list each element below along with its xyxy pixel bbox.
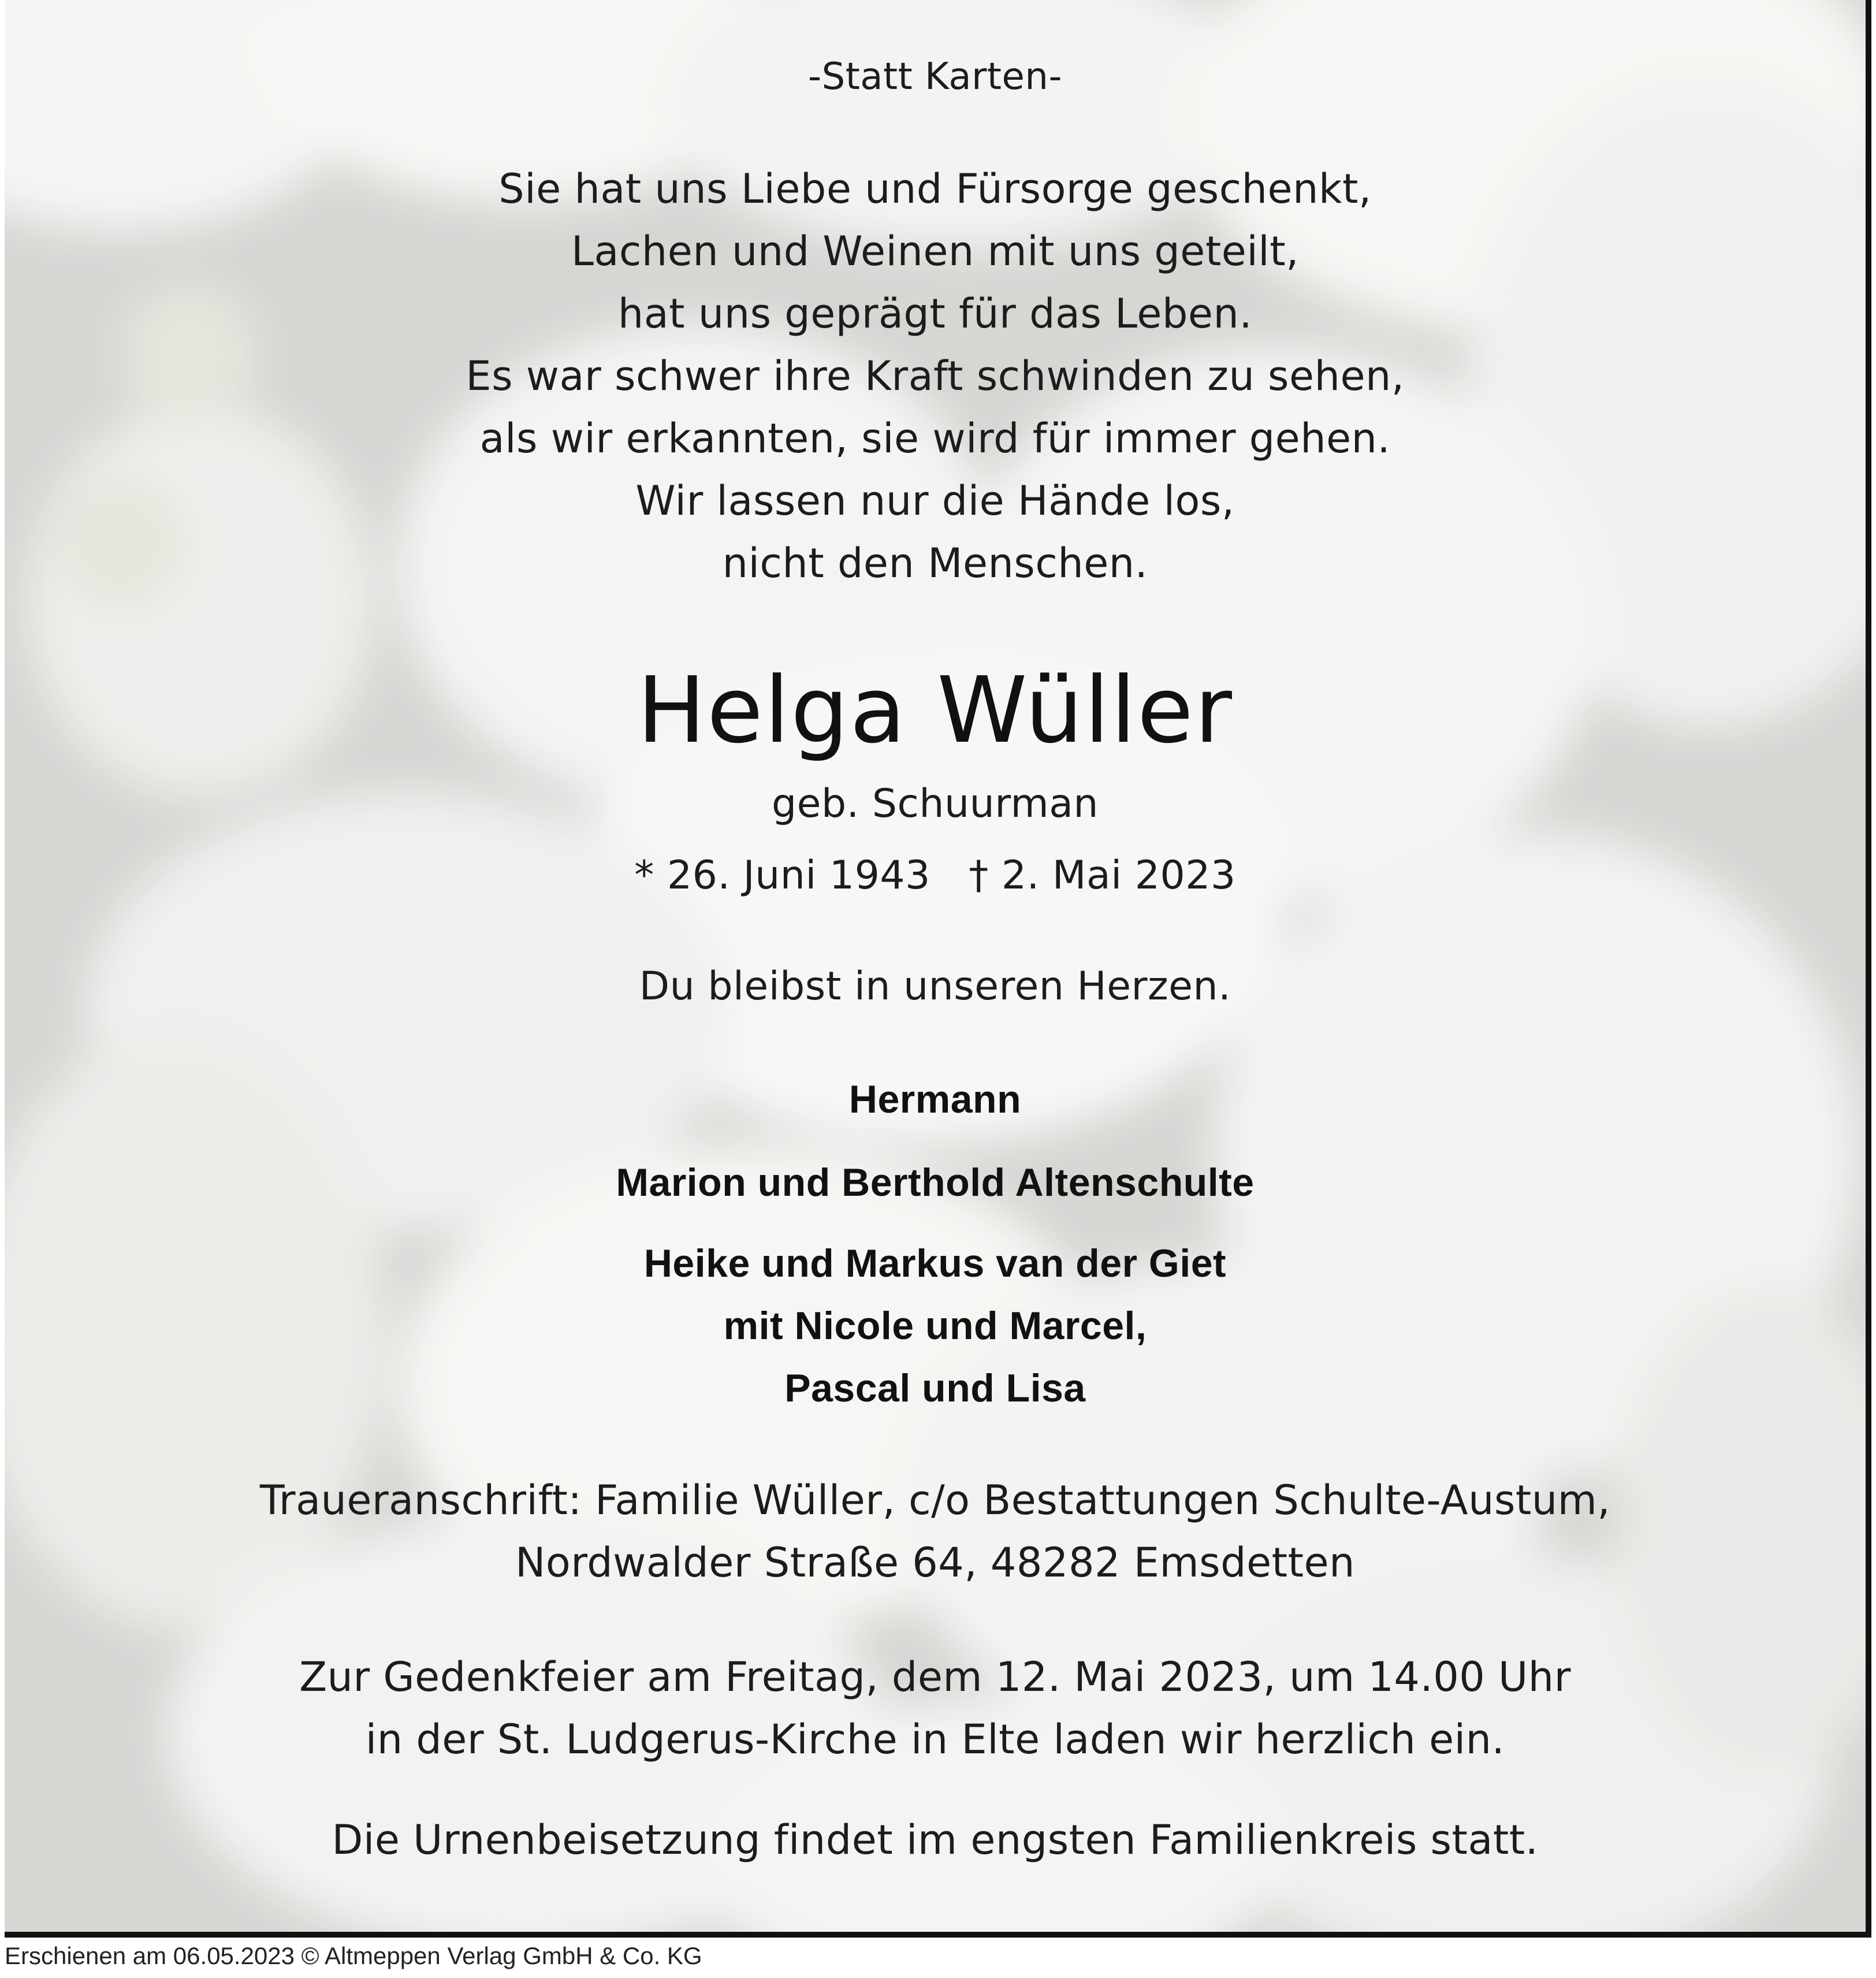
mourner-3: Heike und Markus van der Giet: [643, 1241, 1227, 1285]
poem-line-5: als wir erkannten, sie wird für immer gehen.: [479, 415, 1391, 462]
poem-line-6: Wir lassen nur die Hände los,: [635, 477, 1235, 525]
poem-line-1: Sie hat uns Liebe und Fürsorge geschenkt,: [498, 165, 1372, 213]
burial-line: Die Urnenbeisetzung findet im engsten Familienkreis statt.: [332, 1816, 1539, 1864]
poem-line-3: hat uns geprägt für das Leben.: [617, 290, 1253, 337]
mourner-1: Hermann: [848, 1077, 1022, 1121]
publication-footer: Erschienen am 06.05.2023 © Altmeppen Verlag GmbH & Co. KG: [5, 1942, 702, 1969]
address-line-1: Traueranschrift: Familie Wüller, c/o Bestattungen Schulte-Austum,: [259, 1477, 1611, 1524]
maiden-name: geb. Schuurman: [771, 781, 1099, 827]
obituary-text: [5, 0, 1866, 1932]
mourner-3-children-1: mit Nicole und Marcel,: [723, 1304, 1147, 1348]
ceremony-line-1: Zur Gedenkfeier am Freitag, dem 12. Mai 2023, um 14.00 Uhr: [299, 1653, 1571, 1701]
obituary-card: [5, 0, 1871, 1938]
ceremony-line-2: in der St. Ludgerus-Kirche in Elte laden wir herzlich ein.: [365, 1716, 1505, 1763]
address-line-2: Nordwalder Straße 64, 48282 Emsdetten: [515, 1539, 1355, 1586]
mourner-3-children-2: Pascal und Lisa: [784, 1366, 1086, 1410]
farewell-line: Du bleibst in unseren Herzen.: [639, 964, 1231, 1009]
poem-line-4: Es war schwer ihre Kraft schwinden zu sehen,: [466, 352, 1405, 400]
poem-line-2: Lachen und Weinen mit uns geteilt,: [571, 228, 1299, 275]
mourner-2: Marion und Berthold Altenschulte: [616, 1161, 1255, 1204]
deceased-name: Helga Wüller: [637, 657, 1233, 764]
header-statt-karten: -Statt Karten-: [807, 55, 1063, 98]
poem-line-7: nicht den Menschen.: [722, 540, 1148, 587]
life-dates: * 26. Juni 1943 † 2. Mai 2023: [634, 853, 1236, 898]
